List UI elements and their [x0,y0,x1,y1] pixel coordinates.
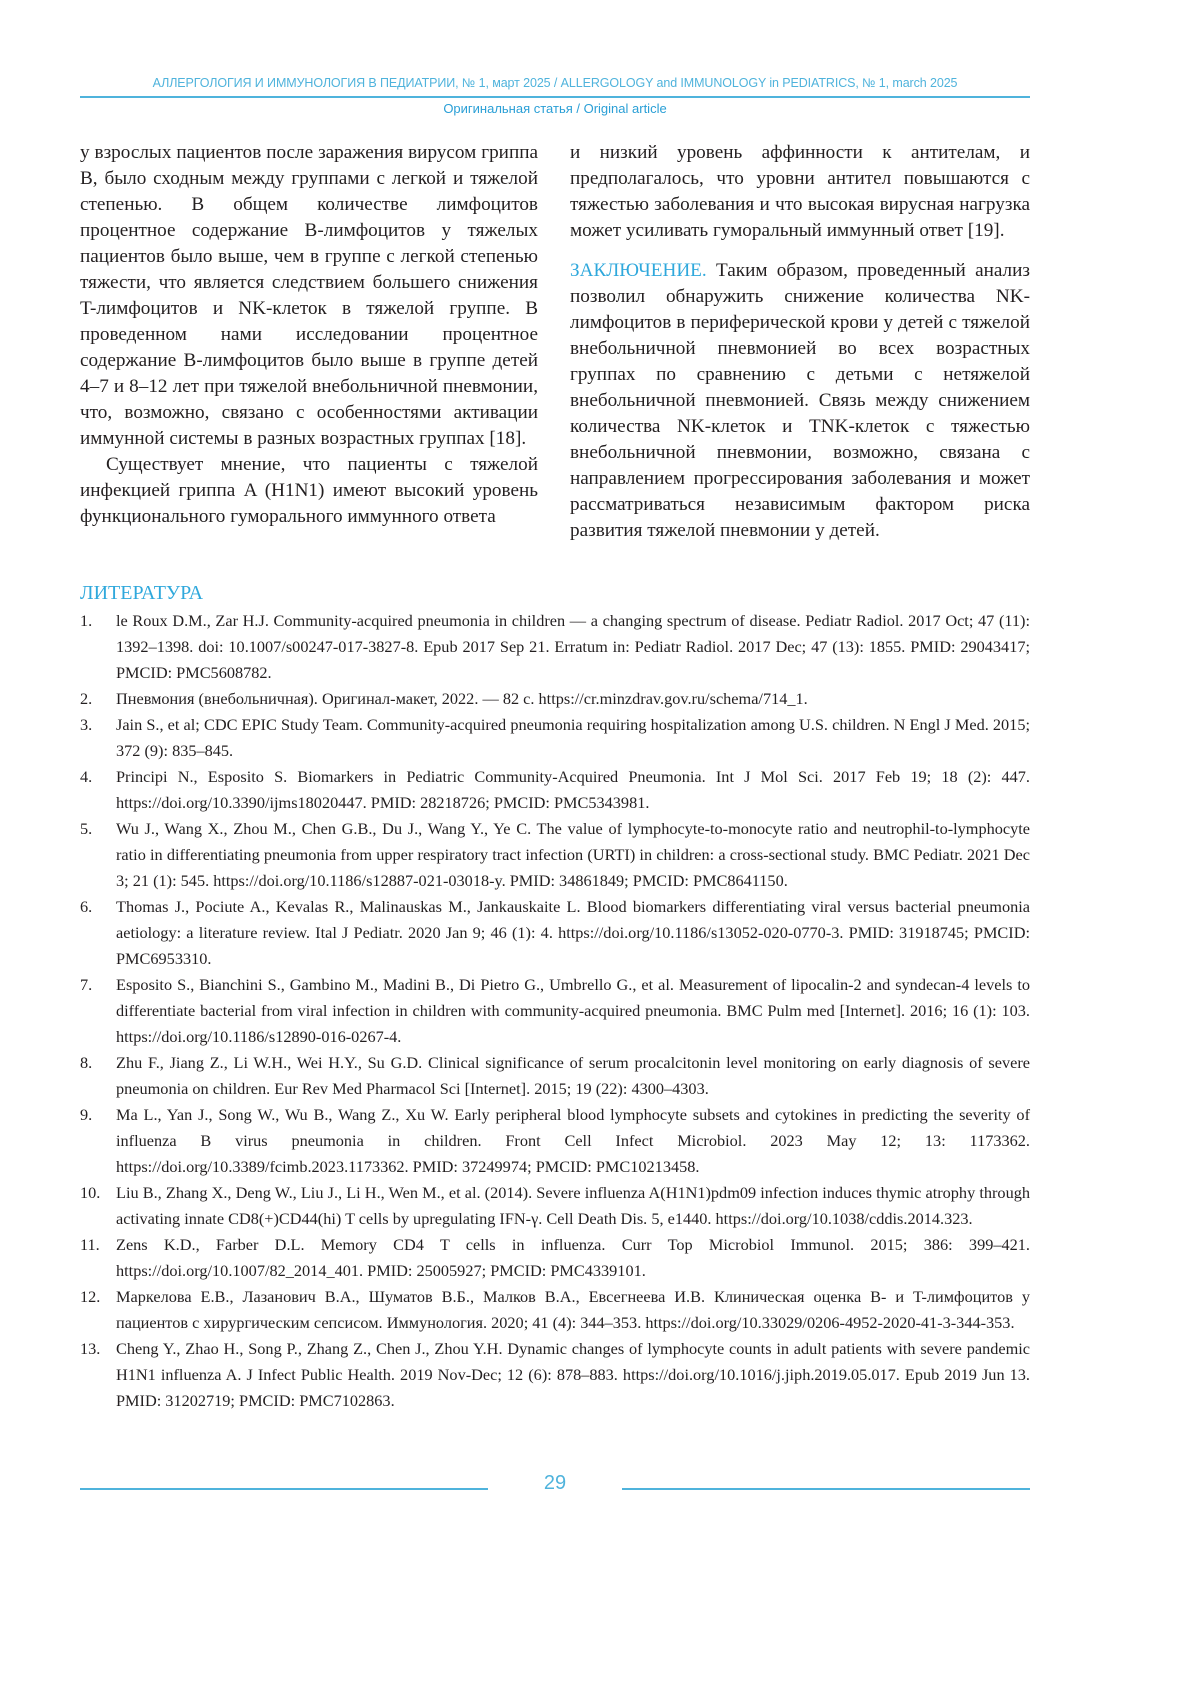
footer-line-left [80,1488,488,1490]
reference-number: 2. [80,689,93,708]
paragraph: и низкий уровень аффинности к антителам, и предполагалось, что уровни антител повышаются с тяжестью заболевания и что высокая вирусная нагрузка может усиливать гуморальный иммунный ответ [19]. [570,142,1030,241]
reference-item [80,894,1030,972]
reference-number: 5. [80,819,93,838]
reference-text: Principi N., Esposito S. Biomarkers in Pediatric Community-Acquired Pneumonia. Int J Mol Sci. 2017 Feb 19; 18 (2): 447. https://doi.org/10.3390/ijms18020447. PMID: 28218726; PMCID: PMC5343981. [116,767,1030,812]
reference-text: Zhu F., Jiang Z., Li W.H., Wei H.Y., Su G.D. Clinical significance of serum procalcitonin level monitoring on early diagnosis of severe pneumonia on children. Eur Rev Med Pharmacol Sci [Internet]. 2015; 19 (22): 4300–4303. [116,1053,1030,1098]
reference-text: Пневмония (внебольничная). Оригинал-макет, 2022. — 82 с. https://cr.minzdrav.gov.ru/schema/714_1. [116,689,808,708]
reference-text: Ma L., Yan J., Song W., Wu B., Wang Z., Xu W. Early peripheral blood lymphocyte subsets and cytokines in predicting the severity of influenza B virus pneumonia in children. Front Cell Infect Microbiol. 2023 May 12; 13: 1173362. https://doi.org/10.3389/fcimb.2023.1173362. PMID: 37249974; PMCID: PMC10213458. [116,1105,1030,1176]
reference-text: Jain S., et al; CDC EPIC Study Team. Community-acquired pneumonia requiring hospitalization among U.S. children. N Engl J Med. 2015; 372 (9): 835–845. [116,715,1030,760]
reference-item [80,1050,1030,1102]
reference-number: 8. [80,1053,93,1072]
reference-number: 11. [80,1235,100,1254]
reference-item [80,686,1030,712]
reference-text: Cheng Y., Zhao H., Song P., Zhang Z., Chen J., Zhou Y.H. Dynamic changes of lymphocyte counts in adult patients with severe pandemic H1N1 influenza A. J Infect Public Health. 2019 Nov-Dec; 12 (6): 878–883. https://doi.org/10.1016/j.jiph.2019.05.017. Epub 2019 Jun 13. PMID: 31202719; PMCID: PMC7102863. [116,1339,1030,1410]
reference-number: 3. [80,715,93,734]
article-type: Оригинальная статья / Original article [443,101,667,116]
reference-number: 4. [80,767,93,786]
paragraph: Существует мнение, что пациенты с тяжелой инфекцией гриппа A (H1N1) имеют высокий уровень функционального гуморального иммунного ответа [80,454,538,527]
reference-number: 7. [80,975,93,994]
reference-item [80,608,1030,686]
reference-item [80,972,1030,1050]
reference-text: Маркелова Е.В., Лазанович В.А., Шуматов В.Б., Малков В.А., Евсегнеева И.В. Клиническая оценка B- и T-лимфоцитов у пациентов с хирургическим сепсисом. Иммунология. 2020; 41 (4): 344–353. https://doi.org/10.33029/0206-4952-2020-41-3-344-353. [116,1287,1030,1332]
conclusion-text: Таким образом, проведенный анализ позволил обнаружить снижение количества NK-лимфоцитов в периферической крови у детей с тяжелой внебольничной пневмонией во всех возрастных группах по сравнению с детьми с нетяжелой внебольничной пневмонией. Связь между снижением количества NK-клеток и TNK-клеток с тяжестью внебольничной пневмонии, возможно, связана с направлением прогрессирования заболевания и может рассматриваться независимым фактором риска развития тяжелой пневмонии у детей. [570,260,1030,541]
reference-text: Liu B., Zhang X., Deng W., Liu J., Li H., Wen M., et al. (2014). Severe influenza A(H1N1)pdm09 infection induces thymic atrophy through activating innate CD8(+)CD44(hi) T cells by upregulating IFN-γ. Cell Death Dis. 5, e1440. https://doi.org/10.1038/cddis.2014.323. [116,1183,1030,1228]
reference-item [80,1180,1030,1232]
reference-number: 6. [80,897,93,916]
reference-text: Zens K.D., Farber D.L. Memory CD4 T cells in influenza. Curr Top Microbiol Immunol. 2015; 386: 399–421. https://doi.org/10.1007/82_2014_401. PMID: 25005927; PMCID: PMC4339101. [116,1235,1030,1280]
reference-number: 1. [80,611,93,630]
right-column [570,140,1030,544]
header-divider [80,96,1030,98]
journal-header: АЛЛЕРГОЛОГИЯ И ИММУНОЛОГИЯ В ПЕДИАТРИИ, № 1, март 2025 / ALLERGOLOGY and IMMUNOLOGY in PEDIATRICS, № 1, march 2025 [152,76,958,90]
reference-number: 12. [80,1287,101,1306]
references-list [80,608,1030,1414]
references-heading: ЛИТЕРАТУРА [80,582,204,604]
reference-number: 13. [80,1339,101,1358]
reference-number: 10. [80,1183,101,1202]
reference-number: 9. [80,1105,93,1124]
reference-item [80,1102,1030,1180]
footer-line-right [622,1488,1030,1490]
reference-text: Wu J., Wang X., Zhou M., Chen G.B., Du J., Wang Y., Ye C. The value of lymphocyte-to-monocyte ratio and neutrophil-to-lymphocyte ratio in differentiating pneumonia from upper respiratory tract infection (URTI) in children: a cross-sectional study. BMC Pediatr. 2021 Dec 3; 21 (1): 545. https://doi.org/10.1186/s12887-021-03018-y. PMID: 34861849; PMCID: PMC8641150. [116,819,1030,890]
reference-text: Thomas J., Pociute A., Kevalas R., Malinauskas M., Jankauskaite L. Blood biomarkers differentiating viral versus bacterial pneumonia aetiology: a literature review. Ital J Pediatr. 2020 Jan 9; 46 (1): 4. https://doi.org/10.1186/s13052-020-0770-3. PMID: 31918745; PMCID: PMC6953310. [116,897,1030,968]
page-number: 29 [543,1472,567,1494]
paragraph: у взрослых пациентов после заражения вирусом гриппа B, было сходным между группами с легкой и тяжелой степенью. В общем количестве лимфоцитов процентное содержание B-лимфоцитов у тяжелых пациентов было выше, чем в группе с легкой степенью тяжести, что является следствием большего снижения T-лимфоцитов и NK-клеток в тяжелой группе. В проведенном нами исследовании процентное содержание B-лимфоцитов было выше в группе детей 4–7 и 8–12 лет при тяжелой внебольничной пневмонии, что, возможно, связано с особенностями активации иммунной системы в разных возрастных группах [18]. [80,142,538,449]
reference-item [80,712,1030,764]
reference-item [80,1336,1030,1414]
reference-item [80,1284,1030,1336]
reference-item [80,764,1030,816]
reference-text: le Roux D.M., Zar H.J. Community-acquired pneumonia in children — a changing spectrum of disease. Pediatr Radiol. 2017 Oct; 47 (11): 1392–1398. doi: 10.1007/s00247-017-3827-8. Epub 2017 Sep 21. Erratum in: Pediatr Radiol. 2017 Dec; 47 (13): 1855. PMID: 29043417; PMCID: PMC5608782. [116,611,1030,682]
left-column [80,140,538,530]
reference-item [80,816,1030,894]
conclusion-heading: ЗАКЛЮЧЕНИЕ. [570,260,707,281]
reference-item [80,1232,1030,1284]
reference-text: Esposito S., Bianchini S., Gambino M., Madini B., Di Pietro G., Umbrello G., et al. Measurement of lipocalin-2 and syndecan-4 levels to differentiate bacterial from viral infection in children with community-acquired pneumonia. BMC Pulm med [Internet]. 2016; 16 (1): 103. https://doi.org/10.1186/s12890-016-0267-4. [116,975,1030,1046]
conclusion-paragraph [570,258,1030,544]
